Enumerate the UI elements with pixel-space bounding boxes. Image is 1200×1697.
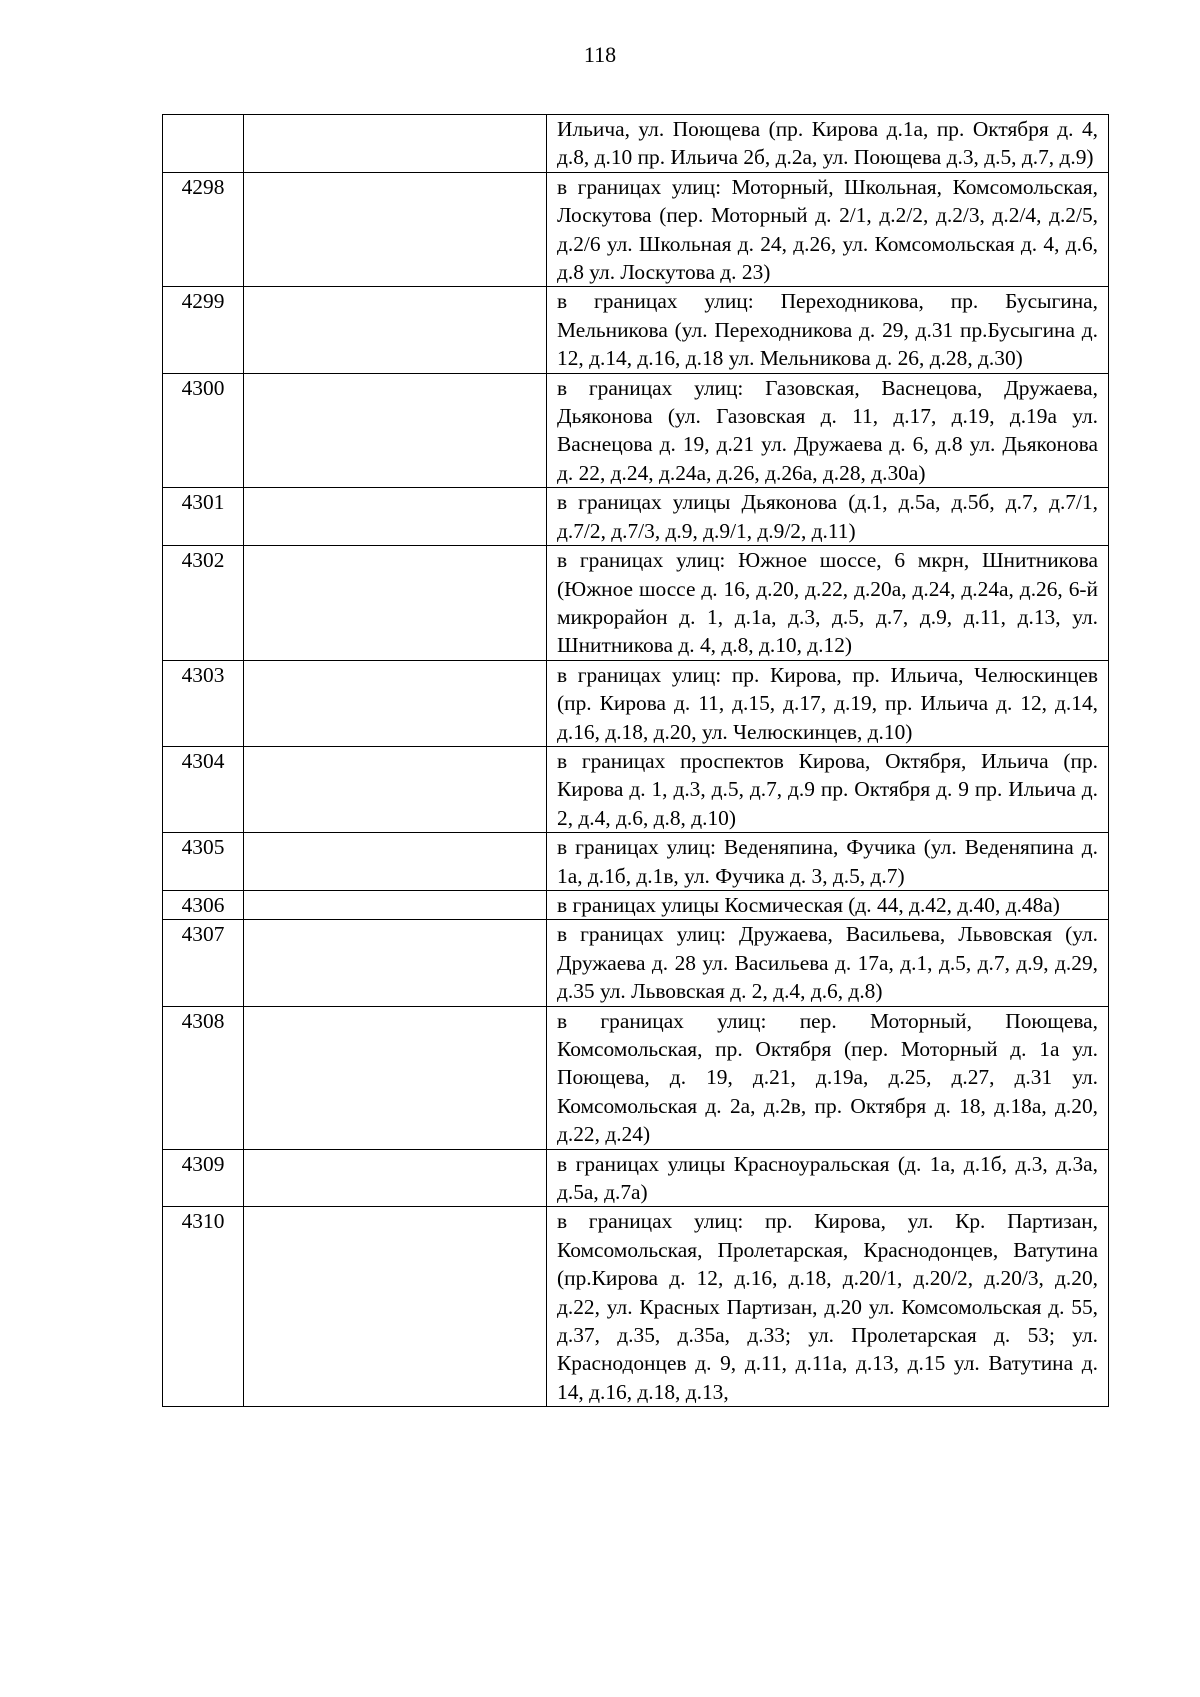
district-number: 4307	[163, 920, 244, 1006]
table-row	[163, 287, 1109, 373]
empty-cell	[244, 373, 547, 488]
empty-cell	[244, 920, 547, 1006]
district-number: 4305	[163, 833, 244, 891]
district-number: 4302	[163, 546, 244, 661]
empty-cell	[244, 115, 547, 173]
table-row	[163, 920, 1109, 1006]
district-number: 4310	[163, 1207, 244, 1407]
district-number: 4304	[163, 746, 244, 832]
table-row	[163, 1207, 1109, 1407]
table-row	[163, 546, 1109, 661]
district-number	[163, 115, 244, 173]
district-boundaries: в границах улиц: Дружаева, Васильева, Львовская (ул. Дружаева д. 28 ул. Васильева д. 17а, д.1, д.5, д.7, д.9, д.29, д.35 ул. Львовская д. 2, д.4, д.6, д.8)	[547, 920, 1109, 1006]
district-boundaries: в границах улиц: Моторный, Школьная, Комсомольская, Лоскутова (пер. Моторный д. 2/1, д.2/2, д.2/3, д.2/4, д.2/5, д.2/6 ул. Школьная д. 24, д.26, ул. Комсомольская д. 4, д.6, д.8 ул. Лоскутова д. 23)	[547, 172, 1109, 287]
table-row	[163, 833, 1109, 891]
district-boundaries: в границах улиц: Веденяпина, Фучика (ул. Веденяпина д. 1а, д.1б, д.1в, ул. Фучика д. 3, д.5, д.7)	[547, 833, 1109, 891]
table-row	[163, 172, 1109, 287]
empty-cell	[244, 546, 547, 661]
district-number: 4303	[163, 660, 244, 746]
district-number: 4301	[163, 488, 244, 546]
empty-cell	[244, 890, 547, 919]
district-boundaries: в границах улиц: пр. Кирова, ул. Кр. Партизан, Комсомольская, Пролетарская, Краснодонцев, Ватутина (пр.Кирова д. 12, д.16, д.18, д.20/1, д.20/2, д.20/3, д.20, д.22, ул. Красных Партизан, д.20 ул. Комсомольская д. 55, д.37, д.35, д.35а, д.33; ул. Пролетарская д. 53; ул. Краснодонцев д. 9, д.11, д.11а, д.13, д.15 ул. Ватутина д. 14, д.16, д.18, д.13,	[547, 1207, 1109, 1407]
district-boundaries: в границах улиц: Газовская, Васнецова, Дружаева, Дьяконова (ул. Газовская д. 11, д.17, д.19, д.19а ул. Васнецова д. 19, д.21 ул. Дружаева д. 6, д.8 ул. Дьяконова д. 22, д.24, д.24а, д.26, д.26а, д.28, д.30а)	[547, 373, 1109, 488]
empty-cell	[244, 660, 547, 746]
district-number: 4309	[163, 1149, 244, 1207]
district-boundaries: в границах улиц: пр. Кирова, пр. Ильича, Челюскинцев (пр. Кирова д. 11, д.15, д.17, д.19, пр. Ильича д. 12, д.14, д.16, д.18, д.20, ул. Челюскинцев, д.10)	[547, 660, 1109, 746]
district-number: 4306	[163, 890, 244, 919]
table-row	[163, 1006, 1109, 1149]
district-boundaries: в границах улиц: Переходникова, пр. Бусыгина, Мельникова (ул. Переходникова д. 29, д.31 пр.Бусыгина д. 12, д.14, д.16, д.18 ул. Мельникова д. 26, д.28, д.30)	[547, 287, 1109, 373]
empty-cell	[244, 488, 547, 546]
district-boundaries: в границах улицы Дьяконова (д.1, д.5а, д.5б, д.7, д.7/1, д.7/2, д.7/3, д.9, д.9/1, д.9/2, д.11)	[547, 488, 1109, 546]
table-row	[163, 890, 1109, 919]
district-boundaries: в границах улицы Красноуральская (д. 1а, д.1б, д.3, д.3а, д.5а, д.7а)	[547, 1149, 1109, 1207]
table-row	[163, 373, 1109, 488]
empty-cell	[244, 172, 547, 287]
district-boundaries: в границах улицы Космическая (д. 44, д.42, д.40, д.48а)	[547, 890, 1109, 919]
table-row	[163, 1149, 1109, 1207]
district-number: 4308	[163, 1006, 244, 1149]
empty-cell	[244, 1207, 547, 1407]
table-row	[163, 746, 1109, 832]
empty-cell	[244, 746, 547, 832]
polling-districts-table	[162, 114, 1109, 1407]
table-row	[163, 115, 1109, 173]
table-row	[163, 660, 1109, 746]
empty-cell	[244, 833, 547, 891]
empty-cell	[244, 1149, 547, 1207]
district-boundaries: в границах проспектов Кирова, Октября, Ильича (пр. Кирова д. 1, д.3, д.5, д.7, д.9 пр. Октября д. 9 пр. Ильича д. 2, д.4, д.6, д.8, д.10)	[547, 746, 1109, 832]
page-number: 118	[583, 42, 617, 67]
district-number: 4300	[163, 373, 244, 488]
district-number: 4299	[163, 287, 244, 373]
district-boundaries: в границах улиц: пер. Моторный, Поющева, Комсомольская, пр. Октября (пер. Моторный д. 1а ул. Поющева, д. 19, д.21, д.19а, д.25, д.27, д.31 ул. Комсомольская д. 2а, д.2в, пр. Октября д. 18, д.18а, д.20, д.22, д.24)	[547, 1006, 1109, 1149]
empty-cell	[244, 287, 547, 373]
district-boundaries: Ильича, ул. Поющева (пр. Кирова д.1а, пр. Октября д. 4, д.8, д.10 пр. Ильича 2б, д.2а, ул. Поющева д.3, д.5, д.7, д.9)	[547, 115, 1109, 173]
table-row	[163, 488, 1109, 546]
district-number: 4298	[163, 172, 244, 287]
district-boundaries: в границах улиц: Южное шоссе, 6 мкрн, Шнитникова (Южное шоссе д. 16, д.20, д.22, д.20а, д.24, д.24а, д.26, 6-й микрорайон д. 1, д.1а, д.3, д.5, д.7, д.9, д.11, д.13, ул. Шнитникова д. 4, д.8, д.10, д.12)	[547, 546, 1109, 661]
empty-cell	[244, 1006, 547, 1149]
